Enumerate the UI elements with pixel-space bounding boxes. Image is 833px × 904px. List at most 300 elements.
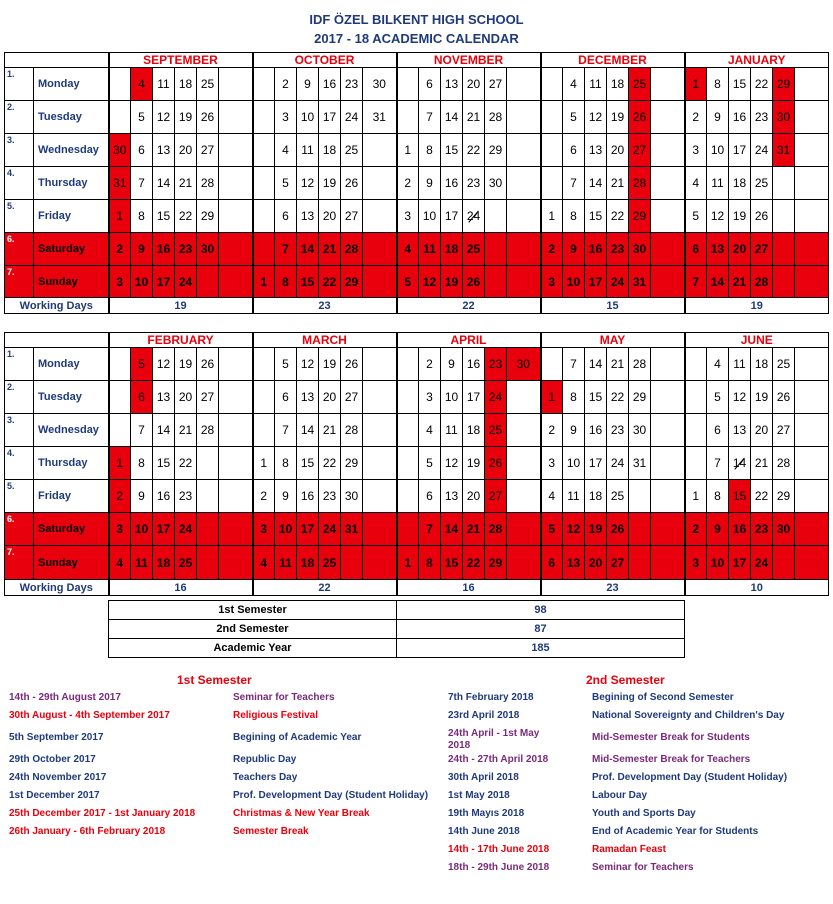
month-name: MAY — [541, 333, 685, 348]
date-cell: 27 — [341, 200, 363, 233]
school-title: IDF ÖZEL BILKENT HIGH SCHOOL — [309, 12, 524, 27]
day-row — [5, 447, 829, 480]
date-cell: 13 — [297, 200, 319, 233]
empty-cell — [363, 381, 397, 414]
day-name: Friday — [34, 480, 109, 513]
empty-cell — [795, 546, 829, 580]
date-cell: 19 — [319, 167, 341, 200]
date-cell: 31 — [629, 447, 651, 480]
empty-cell — [219, 414, 253, 447]
corner-cell — [5, 333, 109, 348]
date-cell: 17 — [585, 266, 607, 298]
date-cell: 21 — [463, 101, 485, 134]
empty-cell — [507, 480, 541, 513]
empty-cell — [197, 480, 219, 513]
empty-cell — [773, 200, 795, 233]
legend-event: End of Academic Year for Students — [592, 826, 759, 837]
date-cell: 5 — [563, 101, 585, 134]
month-name: OCTOBER — [253, 53, 397, 68]
date-cell: 16 — [585, 233, 607, 266]
empty-cell — [651, 134, 685, 167]
empty-cell — [651, 513, 685, 546]
date-cell: 27 — [341, 381, 363, 414]
date-cell: 19 — [729, 200, 751, 233]
date-cell: 6 — [563, 134, 585, 167]
date-cell: 14 — [585, 348, 607, 381]
legend-date: 24th November 2017 — [9, 772, 107, 783]
date-cell: 31 — [773, 134, 795, 167]
date-cell: 10 — [707, 546, 729, 580]
day-name: Tuesday — [34, 101, 109, 134]
date-cell: 26 — [463, 266, 485, 298]
date-cell: 8 — [275, 266, 297, 298]
date-cell: 7 — [707, 447, 729, 480]
date-cell: 12 — [297, 348, 319, 381]
date-cell: 8 — [275, 447, 297, 480]
date-cell: 21 — [463, 513, 485, 546]
date-cell: 27 — [485, 68, 507, 101]
date-cell: 24 — [341, 101, 363, 134]
date-cell: 4 — [253, 546, 275, 580]
date-cell: 29 — [341, 266, 363, 298]
date-cell: 28 — [773, 447, 795, 480]
empty-cell — [507, 447, 541, 480]
empty-cell — [685, 348, 707, 381]
date-cell: 16 — [441, 167, 463, 200]
date-cell: 25 — [319, 546, 341, 580]
empty-cell — [253, 68, 275, 101]
empty-cell — [253, 414, 275, 447]
legend-date: 29th October 2017 — [9, 754, 96, 765]
empty-cell — [685, 447, 707, 480]
day-row — [5, 233, 829, 266]
date-cell: 5 — [685, 200, 707, 233]
date-cell: 21 — [175, 167, 197, 200]
legend-date: 24th April - 1st May 2018 — [448, 728, 540, 751]
date-cell: 10 — [275, 513, 297, 546]
empty-cell — [363, 134, 397, 167]
date-cell: 10 — [131, 266, 153, 298]
day-row — [5, 381, 829, 414]
date-cell: 2 — [419, 348, 441, 381]
date-cell: 17 — [297, 513, 319, 546]
row-number: 7. — [5, 546, 34, 580]
date-cell: 21 — [175, 414, 197, 447]
empty-cell — [397, 414, 419, 447]
date-cell: 19 — [585, 513, 607, 546]
day-name: Monday — [34, 68, 109, 101]
date-cell: 17 — [319, 101, 341, 134]
date-cell: 27 — [485, 480, 507, 513]
date-cell: 7 — [563, 348, 585, 381]
date-cell: 22 — [607, 200, 629, 233]
date-cell: 17 — [441, 200, 463, 233]
date-cell: 7 — [275, 414, 297, 447]
working-days-value: 16 — [397, 580, 541, 596]
date-cell — [463, 200, 485, 233]
row-number: 7. — [5, 266, 34, 298]
working-days-label: Working Days — [5, 580, 109, 596]
date-cell: 2 — [541, 414, 563, 447]
date-cell: 7 — [685, 266, 707, 298]
date-cell: 31 — [341, 513, 363, 546]
date-cell: 30 — [629, 233, 651, 266]
working-days-value: 23 — [541, 580, 685, 596]
date-cell: 7 — [419, 513, 441, 546]
empty-cell — [651, 101, 685, 134]
date-cell: 3 — [253, 513, 275, 546]
empty-cell — [109, 381, 131, 414]
date-cell: 22 — [751, 68, 773, 101]
date-cell: 12 — [153, 101, 175, 134]
date-cell: 27 — [751, 233, 773, 266]
legend-event: Prof. Development Day (Student Holiday) — [592, 772, 788, 783]
date-cell: 27 — [197, 134, 219, 167]
date-cell: 19 — [441, 266, 463, 298]
row-number: 4. — [5, 447, 34, 480]
legend-event: Prof. Development Day (Student Holiday) — [233, 790, 429, 801]
date-cell: 12 — [707, 200, 729, 233]
date-cell: 3 — [275, 101, 297, 134]
date-cell: 30 — [109, 134, 131, 167]
date-cell: 31 — [363, 101, 397, 134]
empty-cell — [507, 381, 541, 414]
legend-date: 30th August - 4th September 2017 — [9, 710, 170, 721]
date-cell: 15 — [729, 480, 751, 513]
date-cell: 20 — [463, 480, 485, 513]
empty-cell — [795, 68, 829, 101]
date-cell: 26 — [341, 348, 363, 381]
empty-cell — [685, 381, 707, 414]
date-cell: 20 — [175, 381, 197, 414]
date-cell: 30 — [629, 414, 651, 447]
month-name: DECEMBER — [541, 53, 685, 68]
summary-label: 1st Semester — [109, 601, 397, 620]
date-cell: 13 — [153, 134, 175, 167]
empty-cell — [397, 447, 419, 480]
legend-date: 30th April 2018 — [448, 772, 519, 783]
date-cell: 11 — [585, 68, 607, 101]
date-cell: 13 — [153, 381, 175, 414]
date-cell: 9 — [563, 233, 585, 266]
date-cell: 4 — [275, 134, 297, 167]
date-cell: 26 — [751, 200, 773, 233]
date-cell: 6 — [419, 480, 441, 513]
empty-cell — [219, 480, 253, 513]
working-days-value: 22 — [397, 298, 541, 314]
date-cell: 18 — [175, 68, 197, 101]
date-cell: 16 — [729, 513, 751, 546]
date-cell: 6 — [275, 200, 297, 233]
day-row — [5, 348, 829, 381]
empty-cell — [397, 101, 419, 134]
empty-cell — [507, 68, 541, 101]
row-number: 1. — [5, 68, 34, 101]
date-cell: 1 — [397, 134, 419, 167]
empty-cell — [651, 381, 685, 414]
legend-date: 14th - 17th June 2018 — [448, 844, 550, 855]
date-cell: 27 — [773, 414, 795, 447]
legend-event: National Sovereignty and Children's Day — [592, 710, 785, 721]
date-cell: 23 — [485, 348, 507, 381]
date-cell: 19 — [319, 348, 341, 381]
date-cell: 9 — [563, 414, 585, 447]
empty-cell — [341, 546, 363, 580]
date-cell: 12 — [729, 381, 751, 414]
date-cell: 28 — [629, 167, 651, 200]
date-cell: 14 — [441, 513, 463, 546]
date-cell: 18 — [297, 546, 319, 580]
empty-cell — [651, 447, 685, 480]
working-days-value: 23 — [253, 298, 397, 314]
empty-cell — [651, 480, 685, 513]
empty-cell — [253, 348, 275, 381]
date-cell: 2 — [541, 233, 563, 266]
date-cell: 15 — [153, 447, 175, 480]
date-cell: 3 — [419, 381, 441, 414]
date-cell: 2 — [275, 68, 297, 101]
date-cell: 20 — [319, 381, 341, 414]
date-cell: 8 — [563, 200, 585, 233]
date-cell: 8 — [707, 480, 729, 513]
empty-cell — [253, 233, 275, 266]
date-cell: 17 — [729, 546, 751, 580]
empty-cell — [219, 101, 253, 134]
date-cell: 9 — [419, 167, 441, 200]
empty-cell — [507, 167, 541, 200]
date-cell: 18 — [729, 167, 751, 200]
day-name: Tuesday — [34, 381, 109, 414]
legend-event: Begining of Academic Year — [233, 732, 362, 743]
date-cell: 31 — [629, 266, 651, 298]
empty-cell — [197, 546, 219, 580]
legend-date: 26th January - 6th February 2018 — [9, 826, 166, 837]
date-cell: 21 — [607, 348, 629, 381]
legend-date: 23rd April 2018 — [448, 710, 520, 721]
month-name: MARCH — [253, 333, 397, 348]
empty-cell — [507, 546, 541, 580]
empty-cell — [541, 134, 563, 167]
empty-cell — [363, 167, 397, 200]
day-row — [5, 513, 829, 546]
legend-event: Seminar for Teachers — [592, 862, 694, 873]
empty-cell — [397, 513, 419, 546]
day-name: Monday — [34, 348, 109, 381]
legend-event: Youth and Sports Day — [592, 808, 696, 819]
legend-sem1-title: 1st Semester — [177, 673, 252, 687]
date-cell: 9 — [131, 480, 153, 513]
date-cell: 24 — [607, 447, 629, 480]
date-cell: 3 — [685, 134, 707, 167]
date-cell: 22 — [463, 134, 485, 167]
day-row — [5, 200, 829, 233]
date-cell: 14 — [585, 167, 607, 200]
date-cell: 11 — [729, 348, 751, 381]
empty-cell — [219, 167, 253, 200]
date-cell: 5 — [131, 348, 153, 381]
date-cell: 22 — [319, 447, 341, 480]
date-cell: 23 — [341, 68, 363, 101]
date-cell: 14 — [297, 414, 319, 447]
date-cell: 2 — [685, 513, 707, 546]
date-cell: 3 — [397, 200, 419, 233]
date-cell: 24 — [751, 546, 773, 580]
empty-cell — [219, 348, 253, 381]
date-cell: 7 — [563, 167, 585, 200]
empty-cell — [651, 266, 685, 298]
date-cell: 22 — [319, 266, 341, 298]
date-cell: 7 — [419, 101, 441, 134]
date-cell: 26 — [773, 381, 795, 414]
date-cell: 25 — [607, 480, 629, 513]
month-name: FEBRUARY — [109, 333, 253, 348]
date-cell: 24 — [319, 513, 341, 546]
date-cell: 9 — [441, 348, 463, 381]
empty-cell — [397, 348, 419, 381]
date-cell: 16 — [153, 480, 175, 513]
legend-event: Ramadan Feast — [592, 844, 666, 855]
date-cell: 11 — [297, 134, 319, 167]
empty-cell — [795, 348, 829, 381]
legend-event: Mid-Semester Break for Teachers — [592, 754, 751, 765]
semester1-calendar — [4, 52, 829, 314]
date-cell: 9 — [297, 68, 319, 101]
empty-cell — [219, 266, 253, 298]
date-cell: 12 — [441, 447, 463, 480]
date-cell: 18 — [607, 68, 629, 101]
legend-event: Religious Festival — [233, 710, 319, 721]
date-cell: 4 — [131, 68, 153, 101]
date-cell: 16 — [729, 101, 751, 134]
date-cell: 28 — [197, 167, 219, 200]
date-cell: 15 — [441, 134, 463, 167]
summary-row — [109, 639, 685, 658]
legend-event: Labour Day — [592, 790, 648, 801]
date-cell: 25 — [773, 348, 795, 381]
day-row — [5, 266, 829, 298]
empty-cell — [773, 266, 795, 298]
date-cell: 23 — [751, 101, 773, 134]
date-cell: 28 — [485, 513, 507, 546]
date-cell: 17 — [585, 447, 607, 480]
date-cell: 21 — [319, 414, 341, 447]
date-cell: 13 — [707, 233, 729, 266]
date-cell: 1 — [541, 381, 563, 414]
date-cell: 15 — [297, 266, 319, 298]
empty-cell — [507, 134, 541, 167]
summary-table — [108, 600, 685, 658]
date-cell: 20 — [585, 546, 607, 580]
date-cell: 25 — [629, 68, 651, 101]
date-cell: 10 — [297, 101, 319, 134]
date-cell: 15 — [585, 381, 607, 414]
date-cell: 26 — [607, 513, 629, 546]
date-cell: 2 — [253, 480, 275, 513]
date-cell: 24 — [175, 266, 197, 298]
empty-cell — [795, 167, 829, 200]
legend-date: 24th - 27th April 2018 — [448, 754, 549, 765]
date-cell: 23 — [751, 513, 773, 546]
empty-cell — [253, 200, 275, 233]
date-cell: 21 — [751, 447, 773, 480]
date-cell: 8 — [419, 134, 441, 167]
row-number: 3. — [5, 134, 34, 167]
empty-cell — [507, 513, 541, 546]
day-row — [5, 68, 829, 101]
date-cell: 20 — [607, 134, 629, 167]
date-cell: 11 — [153, 68, 175, 101]
date-cell: 17 — [153, 513, 175, 546]
date-cell: 10 — [563, 266, 585, 298]
legend-date: 7th February 2018 — [448, 692, 534, 703]
date-cell: 1 — [253, 266, 275, 298]
date-cell: 16 — [297, 480, 319, 513]
date-cell: 6 — [131, 381, 153, 414]
empty-cell — [773, 546, 795, 580]
date-cell: 22 — [463, 546, 485, 580]
empty-cell — [253, 134, 275, 167]
date-cell: 17 — [153, 266, 175, 298]
date-cell: 5 — [707, 381, 729, 414]
empty-cell — [773, 233, 795, 266]
date-cell: 13 — [729, 414, 751, 447]
date-cell: 13 — [563, 546, 585, 580]
date-cell: 7 — [275, 233, 297, 266]
date-cell: 1 — [109, 200, 131, 233]
date-cell: 13 — [441, 68, 463, 101]
empty-cell — [363, 200, 397, 233]
date-cell: 30 — [507, 348, 541, 381]
legend-event: Semester Break — [233, 826, 309, 837]
empty-cell — [219, 513, 253, 546]
day-row — [5, 414, 829, 447]
working-days-value: 10 — [685, 580, 829, 596]
empty-cell — [795, 266, 829, 298]
date-cell: 22 — [175, 447, 197, 480]
date-cell: 18 — [585, 480, 607, 513]
date-cell: 30 — [773, 513, 795, 546]
empty-cell — [651, 68, 685, 101]
date-cell: 9 — [275, 480, 297, 513]
day-name: Saturday — [34, 233, 109, 266]
date-cell: 9 — [131, 233, 153, 266]
row-number: 4. — [5, 167, 34, 200]
date-cell: 19 — [175, 101, 197, 134]
date-cell: 16 — [463, 348, 485, 381]
legend-date: 25th December 2017 - 1st January 2018 — [9, 808, 196, 819]
day-row — [5, 101, 829, 134]
working-days-value: 16 — [109, 580, 253, 596]
date-cell: 2 — [109, 233, 131, 266]
empty-cell — [795, 200, 829, 233]
date-cell: 1 — [253, 447, 275, 480]
date-cell: 25 — [197, 68, 219, 101]
date-cell: 28 — [341, 233, 363, 266]
date-cell: 23 — [175, 480, 197, 513]
empty-cell — [109, 414, 131, 447]
summary-row — [109, 601, 685, 620]
date-cell: 30 — [363, 68, 397, 101]
empty-cell — [485, 266, 507, 298]
date-cell: 4 — [541, 480, 563, 513]
date-cell: 17 — [729, 134, 751, 167]
row-number: 2. — [5, 101, 34, 134]
date-cell: 27 — [629, 134, 651, 167]
date-cell: 21 — [729, 266, 751, 298]
date-cell: 1 — [685, 68, 707, 101]
legend-date: 19th Mayıs 2018 — [448, 808, 525, 819]
date-cell: 11 — [275, 546, 297, 580]
